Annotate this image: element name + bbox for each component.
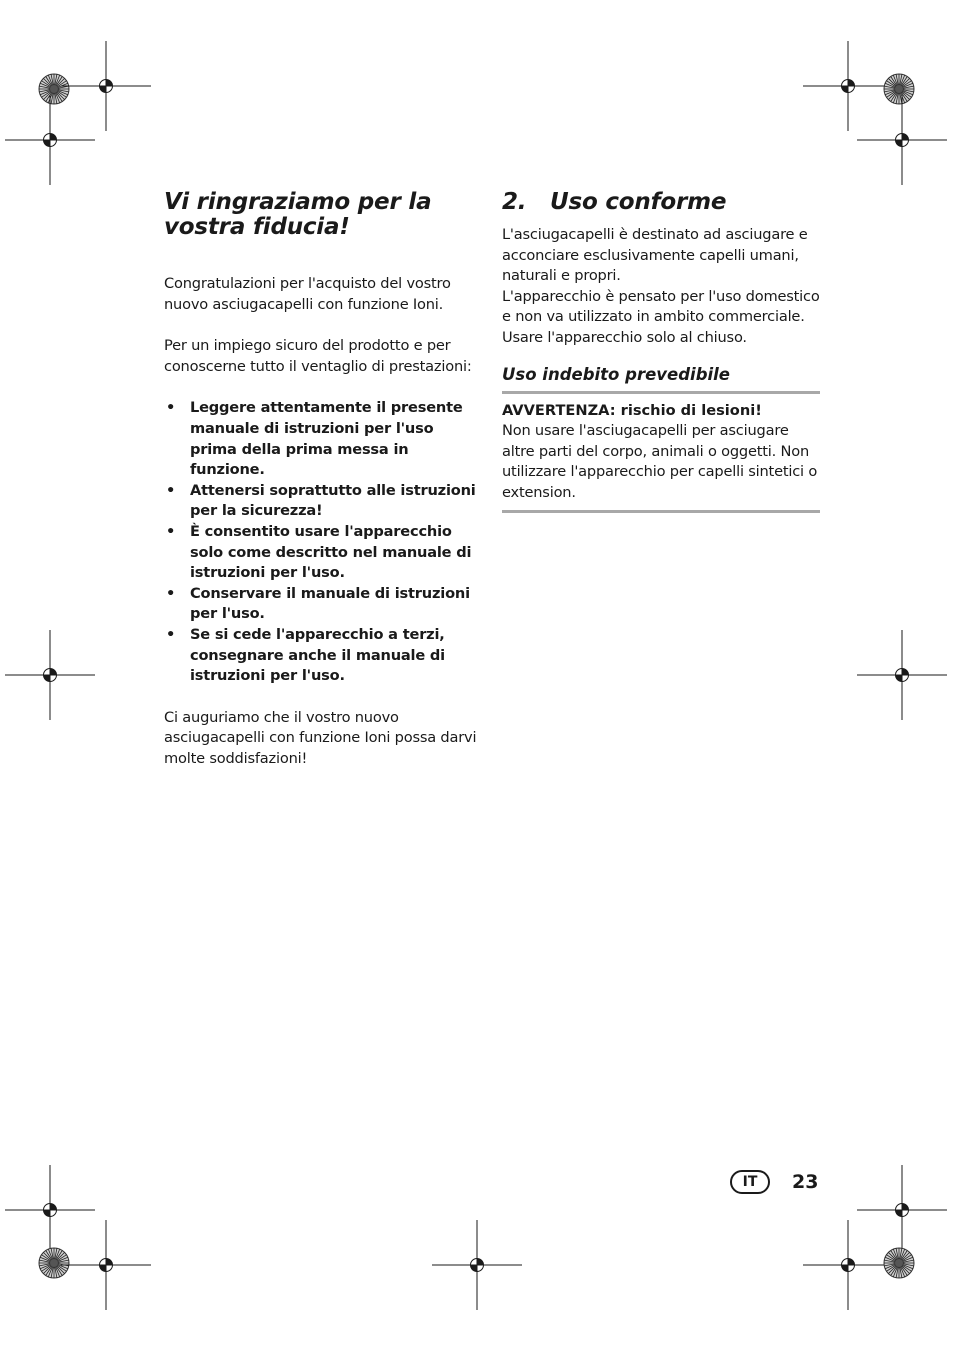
usage-paragraph-2: L'apparecchio è pensato per l'uso domestico e non va utilizzato in ambito commerciale. Usare l'apparecchio solo al chiuso. (502, 287, 820, 346)
page-title: Vi ringraziamo per la vostra fiducia! (164, 189, 432, 240)
language-badge: IT (730, 1170, 770, 1194)
bullet-icon: • (166, 584, 176, 602)
usage-paragraph-1: L'asciugacapelli è destinato ad asciugare e acconciare esclusivamente capelli umani, naturali e propri. (502, 226, 808, 285)
warning-text: Non usare l'asciugacapelli per asciugare altre parti del corpo, animali o oggetti. Non utilizzare l'apparecchio per capelli sintetici o extension. (502, 422, 818, 501)
section-body (502, 225, 820, 349)
intro-paragraph-1: Congratulazioni per l'acquisto del vostro nuovo asciugacapelli con funzione Ioni. (164, 275, 451, 313)
instruction-list (164, 398, 484, 686)
page-number: 23 (792, 1171, 819, 1193)
warning-box (502, 394, 820, 513)
page-footer (730, 1170, 818, 1194)
intro-paragraph-2: Per un impiego sicuro del prodotto e per conoscerne tutto il ventaglio di prestazioni: (164, 337, 472, 375)
bullet-icon: • (166, 399, 176, 417)
section-title: Uso conforme (550, 189, 727, 215)
closing-paragraph: Ci auguriamo che il vostro nuovo asciugacapelli con funzione Ioni possa darvi molte soddisfazioni! (164, 708, 477, 767)
warning-title: AVVERTENZA: rischio di lesioni! (502, 401, 762, 419)
list-item: • È consentito usare l'apparecchio solo come descritto nel manuale di istruzioni per l'uso. (166, 522, 472, 582)
section-heading (502, 190, 820, 215)
list-item: • Leggere attentamente il presente manuale di istruzioni per l'uso prima della prima messa in funzione. (166, 399, 463, 479)
list-item: • Se si cede l'apparecchio a terzi, consegnare anche il manuale di istruzioni per l'uso. (166, 625, 445, 685)
section-number: 2. (502, 189, 527, 215)
bullet-icon: • (166, 522, 176, 540)
list-item: • Conservare il manuale di istruzioni per l'uso. (166, 584, 470, 623)
list-item: • Attenersi soprattutto alle istruzioni per la sicurezza! (166, 481, 476, 520)
left-column (164, 190, 484, 769)
right-column (502, 190, 820, 513)
bullet-icon: • (166, 481, 176, 499)
subheading: Uso indebito prevedibile (502, 365, 820, 394)
bullet-icon: • (166, 625, 176, 643)
